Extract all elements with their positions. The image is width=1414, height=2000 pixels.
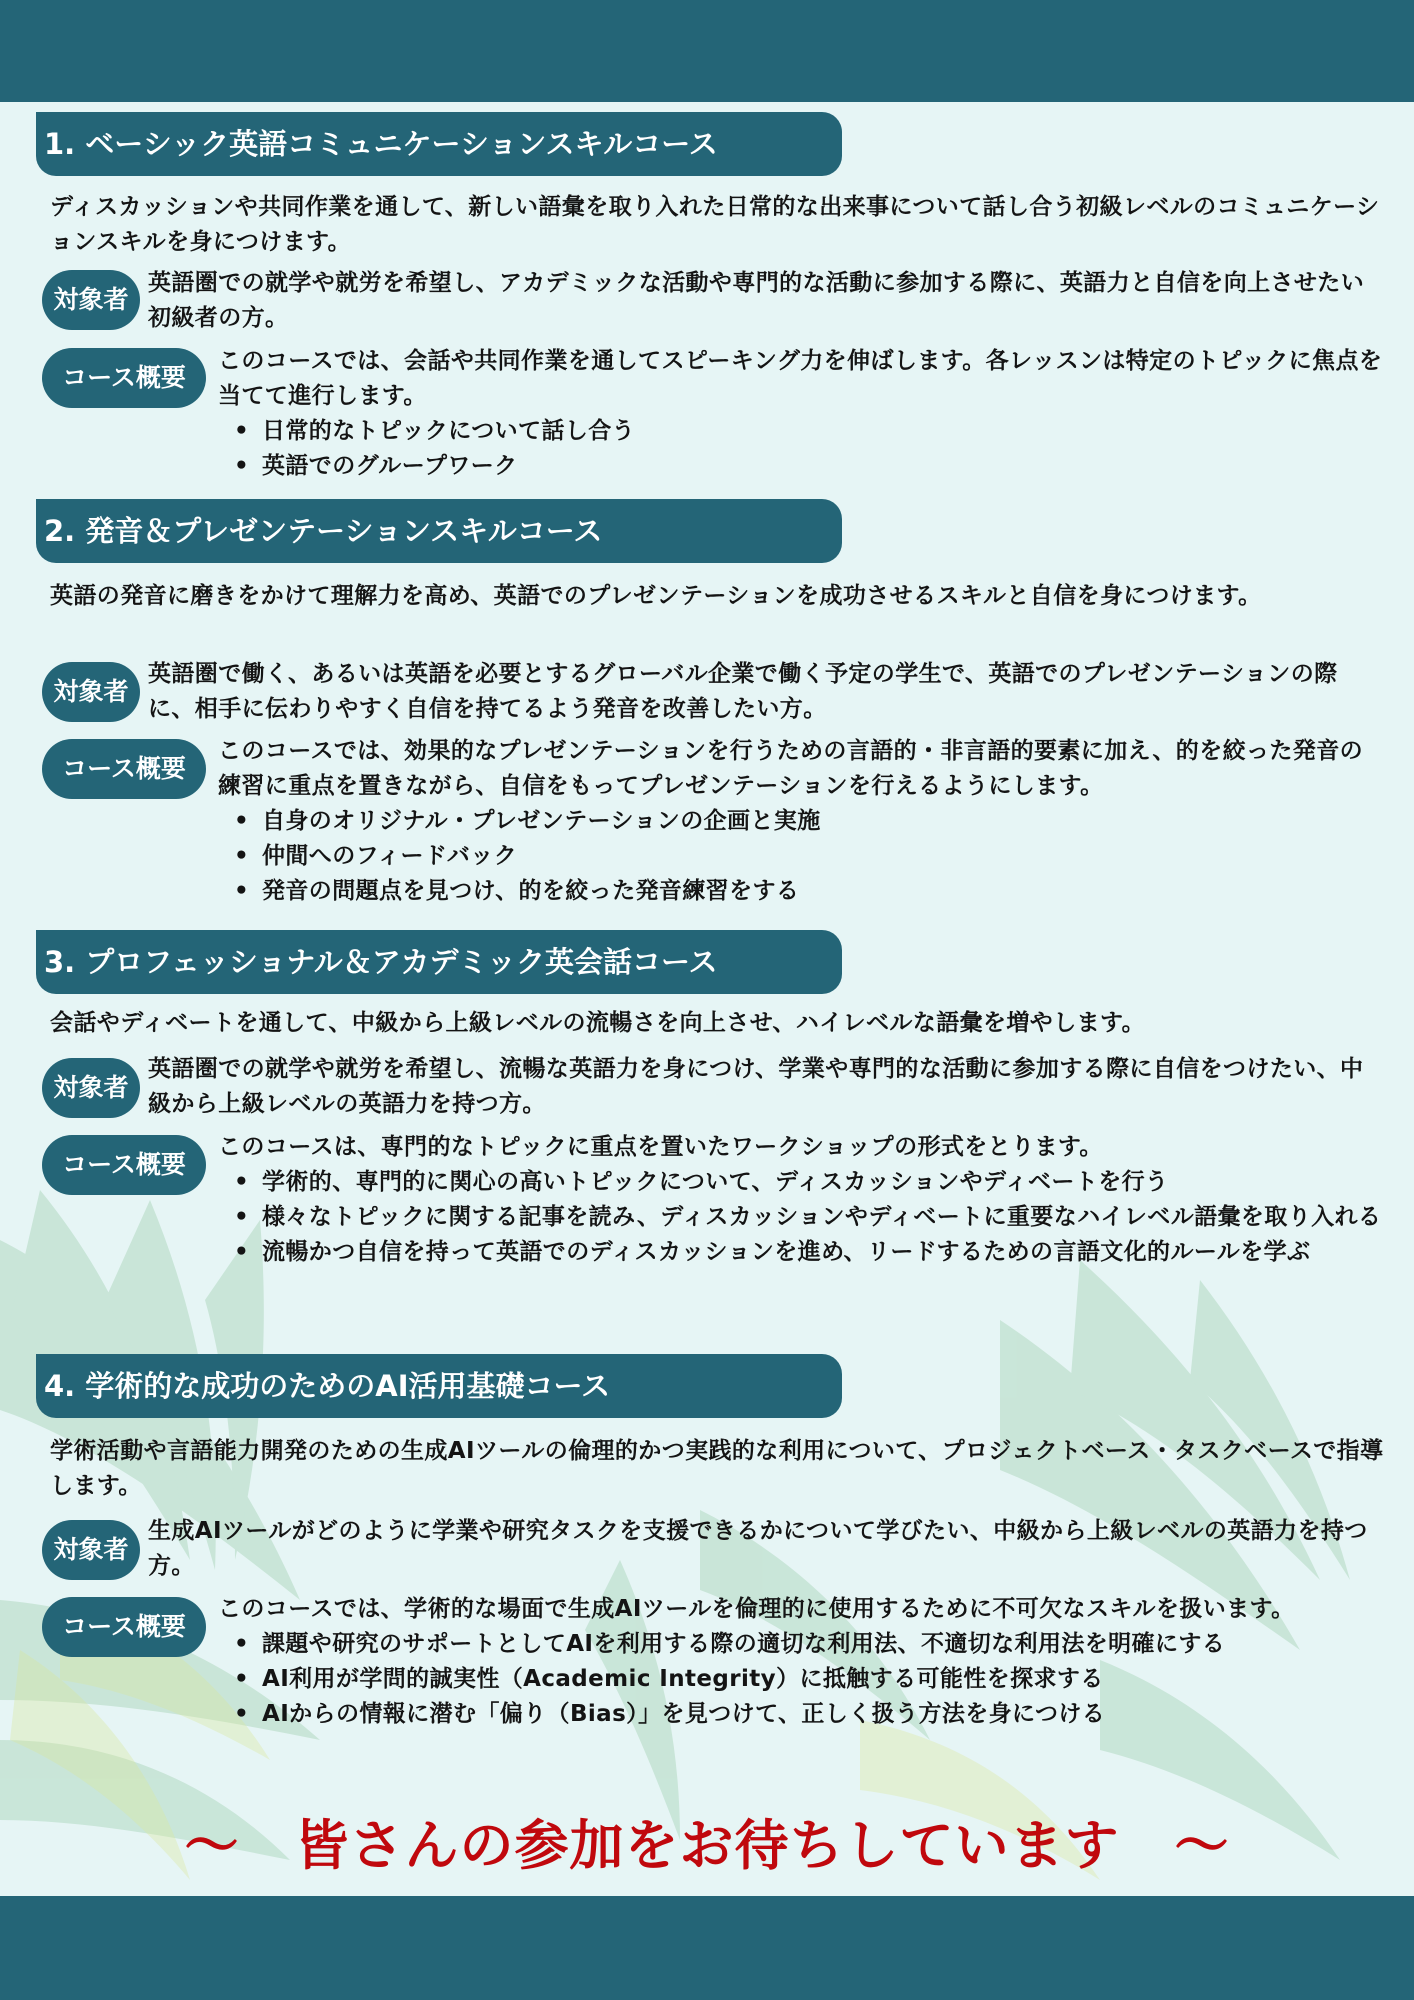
overview-bullet-list	[218, 1627, 1384, 1732]
bullet-item: • AIからの情報に潜む「偏り（Bias）」を見つけて、正しく扱う方法を身につける	[262, 1697, 1384, 1732]
bullet-item: • 自身のオリジナル・プレゼンテーションの企画と実施	[262, 804, 1384, 839]
overview-text: このコースでは、効果的なプレゼンテーションを行うための言語的・非言語的要素に加え、的を絞った発音の練習に重点を置きながら、自信をもってプレゼンテーションを行えるようにします。	[218, 738, 1363, 799]
bullet-item: • 流暢かつ自信を持って英語でのディスカッションを進め、リードするための言語文化的ルールを学ぶ	[262, 1235, 1384, 1270]
bullet-item: • 課題や研究のサポートとしてAIを利用する際の適切な利用法、不適切な利用法を明確にする	[262, 1627, 1384, 1662]
course-title: 4. 学術的な成功のためのAI活用基礎コース	[36, 1354, 842, 1418]
overview-block	[218, 1130, 1384, 1270]
target-label-badge: 対象者	[42, 270, 140, 330]
course-description: 会話やディベートを通して、中級から上級レベルの流暢さを向上させ、ハイレベルな語彙を増やします。	[50, 1010, 1145, 1036]
target-label-badge: 対象者	[42, 662, 140, 722]
overview-text: このコースでは、学術的な場面で生成AIツールを倫理的に使用するために不可欠なスキルを扱います。	[218, 1596, 1295, 1622]
overview-label-badge: コース概要	[42, 348, 206, 408]
header-band	[0, 0, 1414, 102]
course-title: 1. ベーシック英語コミュニケーションスキルコース	[36, 112, 842, 176]
overview-bullet-list	[218, 414, 1384, 484]
closing-message: ～ 皆さんの参加をお待ちしています ～	[184, 1814, 1230, 1877]
course-title: 2. 発音＆プレゼンテーションスキルコース	[36, 499, 842, 563]
overview-label-badge: コース概要	[42, 1597, 206, 1657]
bullet-item: • 学術的、専門的に関心の高いトピックについて、ディスカッションやディベートを行う	[262, 1165, 1384, 1200]
course-description: 英語の発音に磨きをかけて理解力を高め、英語でのプレゼンテーションを成功させるスキルと自信を身につけます。	[50, 583, 1262, 609]
bullet-item: • 仲間へのフィードバック	[262, 839, 1384, 874]
bullet-item: • 日常的なトピックについて話し合う	[262, 414, 1384, 449]
target-text: 英語圏での就学や就労を希望し、流暢な英語力を身につけ、学業や専門的な活動に参加する際に自信をつけたい、中級から上級レベルの英語力を持つ方。	[148, 1056, 1364, 1117]
target-text: 英語圏で働く、あるいは英語を必要とするグローバル企業で働く予定の学生で、英語でのプレゼンテーションの際に、相手に伝わりやすく自信を持てるよう発音を改善したい方。	[148, 661, 1338, 722]
course-description: 学術活動や言語能力開発のための生成AIツールの倫理的かつ実践的な利用について、プロジェクトベース・タスクベースで指導します。	[50, 1438, 1384, 1499]
overview-label-badge: コース概要	[42, 1135, 206, 1195]
bullet-item: • 様々なトピックに関する記事を読み、ディスカッションやディベートに重要なハイレベル語彙を取り入れる	[262, 1200, 1384, 1235]
overview-block	[218, 1592, 1384, 1732]
overview-block	[218, 734, 1384, 909]
overview-bullet-list	[218, 1165, 1384, 1270]
overview-block	[218, 344, 1384, 484]
target-label-badge: 対象者	[42, 1520, 140, 1580]
overview-text: このコースは、専門的なトピックに重点を置いたワークショップの形式をとります。	[218, 1134, 1103, 1160]
overview-label-badge: コース概要	[42, 739, 206, 799]
overview-text: このコースでは、会話や共同作業を通してスピーキング力を伸ばします。各レッスンは特定のトピックに焦点を当てて進行します。	[218, 348, 1383, 409]
bullet-item: • 英語でのグループワーク	[262, 449, 1384, 484]
footer-band	[0, 1896, 1414, 2000]
bullet-item: • AI利用が学問的誠実性（Academic Integrity）に抵触する可能性を探求する	[262, 1662, 1384, 1697]
overview-bullet-list	[218, 804, 1384, 909]
target-label-badge: 対象者	[42, 1058, 140, 1118]
target-text: 生成AIツールがどのように学業や研究タスクを支援できるかについて学びたい、中級から上級レベルの英語力を持つ方。	[148, 1518, 1368, 1579]
course-description: ディスカッションや共同作業を通して、新しい語彙を取り入れた日常的な出来事について話し合う初級レベルのコミュニケーションスキルを身につけます。	[50, 194, 1380, 255]
bullet-item: • 発音の問題点を見つけ、的を絞った発音練習をする	[262, 874, 1384, 909]
course-title: 3. プロフェッショナル＆アカデミック英会話コース	[36, 930, 842, 994]
target-text: 英語圏での就学や就労を希望し、アカデミックな活動や専門的な活動に参加する際に、英語力と自信を向上させたい初級者の方。	[148, 270, 1365, 331]
